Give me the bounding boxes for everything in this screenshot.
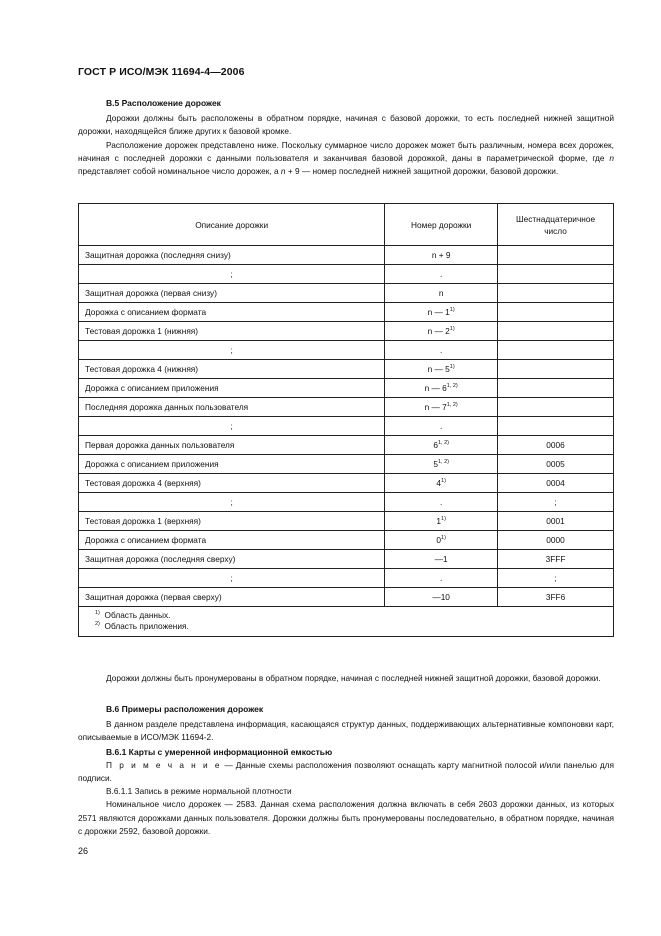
cell-hex: [498, 417, 614, 436]
cell-description: Тестовая дорожка 4 (верхняя): [79, 474, 385, 493]
cell-hex: 3FF6: [498, 588, 614, 607]
cell-description: Дорожка с описанием приложения: [79, 379, 385, 398]
table-row: [79, 398, 614, 417]
cell-description: Защитная дорожка (первая сверху): [79, 588, 385, 607]
cell-description: ;: [79, 493, 385, 512]
note-paragraph: П р и м е ч а н и е — Данные схемы расположения позволяют оснащать карту магнитной полосой и/или панелью для подписи.: [78, 759, 614, 783]
table-footnotes: [79, 607, 614, 637]
cell-description: Дорожка с описанием приложения: [79, 455, 385, 474]
section-b6-1-1-heading: B.6.1.1 Запись в режиме нормальной плотности: [106, 786, 292, 797]
table-row: [79, 417, 614, 436]
cell-hex: 0006: [498, 436, 614, 455]
table-row: [79, 493, 614, 512]
cell-track-number: n — 7$^{1, 2)}$: [385, 398, 498, 417]
table-row: [79, 303, 614, 322]
cell-track-number: 5$^{1, 2)}$: [385, 455, 498, 474]
cell-description: ;: [79, 341, 385, 360]
table-header-row: [79, 204, 614, 246]
cell-hex: ;: [498, 493, 614, 512]
table-row: [79, 531, 614, 550]
section-b5-paragraph-1: Дорожки должны быть расположены в обратном порядке, начиная с базовой дорожки, то есть последней нижней защитной дорожки, находящейся ближе других к базовой кромке.: [78, 113, 614, 137]
cell-description: ;: [79, 265, 385, 284]
cell-track-number: —10: [385, 588, 498, 607]
track-layout-table: [78, 203, 614, 637]
cell-hex: ;: [498, 569, 614, 588]
column-header-track-number: Номер дорожки: [385, 204, 498, 246]
cell-description: ;: [79, 569, 385, 588]
table-body: [79, 246, 614, 607]
cell-hex: [498, 322, 614, 341]
cell-description: Дорожка с описанием формата: [79, 531, 385, 550]
cell-track-number: —1: [385, 550, 498, 569]
cell-description: Тестовая дорожка 4 (нижняя): [79, 360, 385, 379]
table-row: [79, 512, 614, 531]
table-row: [79, 379, 614, 398]
cell-track-number: .: [385, 417, 498, 436]
cell-track-number: .: [385, 265, 498, 284]
cell-hex: [498, 284, 614, 303]
table-footnotes-row: [79, 607, 614, 637]
cell-hex: [498, 303, 614, 322]
footnote-2: $^{2)}$ Область приложения.: [95, 621, 189, 631]
cell-description: Тестовая дорожка 1 (нижняя): [79, 322, 385, 341]
table-row: [79, 360, 614, 379]
section-b5: [78, 98, 614, 178]
cell-hex: [498, 379, 614, 398]
table-row: [79, 588, 614, 607]
section-b5-paragraph-2: Расположение дорожек представлено ниже. Поскольку суммарное число дорожек может быть различным, номера всех дорожек, начиная с последней дорожки с данными пользователя и заканчивая базовой дорожкой, даны в параметрической форме, где n представляет собой номинальное число дорожек, а n + 9 — номер последней нижней защитной дорожки, базовой дорожки.: [78, 139, 614, 177]
cell-hex: 0000: [498, 531, 614, 550]
table-row: [79, 569, 614, 588]
section-b6-heading: B.6 Примеры расположения дорожек: [106, 704, 264, 714]
section-b5-heading: B.5 Расположение дорожек: [106, 98, 221, 108]
cell-hex: [498, 398, 614, 417]
cell-hex: 3FFF: [498, 550, 614, 569]
cell-track-number: n — 1$^{1)}$: [385, 303, 498, 322]
cell-hex: 0001: [498, 512, 614, 531]
cell-track-number: n — 2$^{1)}$: [385, 322, 498, 341]
section-b6-1-heading: B.6.1 Карты с умеренной информационной емкостью: [106, 746, 333, 757]
cell-track-number: 4$^{1)}$: [385, 474, 498, 493]
cell-hex: [498, 360, 614, 379]
table-row: [79, 474, 614, 493]
column-header-hex: Шестнадцатеричное число: [498, 204, 614, 246]
table-row: [79, 455, 614, 474]
section-b6-paragraph-1: В данном разделе представлена информация, касающаяся структур данных, поддерживающих альтернативные компоновки карт, описываемые в ИСО/МЭК 11694-2.: [78, 719, 614, 743]
cell-description: Защитная дорожка (последняя снизу): [79, 246, 385, 265]
after-table-paragraph: Дорожки должны быть пронумерованы в обратном порядке, начиная с последней нижней защитной дорожки, базовой дорожки.: [106, 673, 601, 683]
cell-hex: [498, 341, 614, 360]
table-row: [79, 550, 614, 569]
cell-track-number: n: [385, 284, 498, 303]
table-row: [79, 246, 614, 265]
table-row: [79, 284, 614, 303]
cell-description: Первая дорожка данных пользователя: [79, 436, 385, 455]
cell-description: Дорожка с описанием формата: [79, 303, 385, 322]
cell-track-number: 0$^{1)}$: [385, 531, 498, 550]
cell-hex: [498, 246, 614, 265]
after-table-text: [78, 672, 614, 685]
section-b6-paragraph-2: Номинальное число дорожек — 2583. Данная схема расположения должна включать в себя 2603 дорожки данных, из которых 2571 являются дорожками данных пользователя. Дорожки должны быть пронумерованы последовательно, в обратном порядке, начиная с дорожки 2592, базовой дорожки.: [78, 799, 614, 837]
cell-description: Защитная дорожка (последняя сверху): [79, 550, 385, 569]
cell-description: Защитная дорожка (первая снизу): [79, 284, 385, 303]
section-b6: [78, 704, 614, 838]
document-header: ГОСТ Р ИСО/МЭК 11694-4—2006: [78, 66, 245, 78]
table-row: [79, 436, 614, 455]
cell-track-number: .: [385, 493, 498, 512]
cell-track-number: 1$^{1)}$: [385, 512, 498, 531]
cell-track-number: .: [385, 341, 498, 360]
cell-track-number: n — 5$^{1)}$: [385, 360, 498, 379]
cell-track-number: 6$^{1, 2)}$: [385, 436, 498, 455]
cell-description: Последняя дорожка данных пользователя: [79, 398, 385, 417]
cell-track-number: n + 9: [385, 246, 498, 265]
cell-hex: [498, 265, 614, 284]
cell-description: ;: [79, 417, 385, 436]
page-number: 26: [78, 846, 89, 856]
footnote-1: $^{1)}$ Область данных.: [95, 610, 171, 620]
cell-hex: 0005: [498, 455, 614, 474]
cell-track-number: n — 6$^{1, 2)}$: [385, 379, 498, 398]
cell-hex: 0004: [498, 474, 614, 493]
table-row: [79, 322, 614, 341]
column-header-description: Описание дорожки: [79, 204, 385, 246]
cell-description: Тестовая дорожка 1 (верхняя): [79, 512, 385, 531]
table-row: [79, 265, 614, 284]
table-row: [79, 341, 614, 360]
cell-track-number: .: [385, 569, 498, 588]
